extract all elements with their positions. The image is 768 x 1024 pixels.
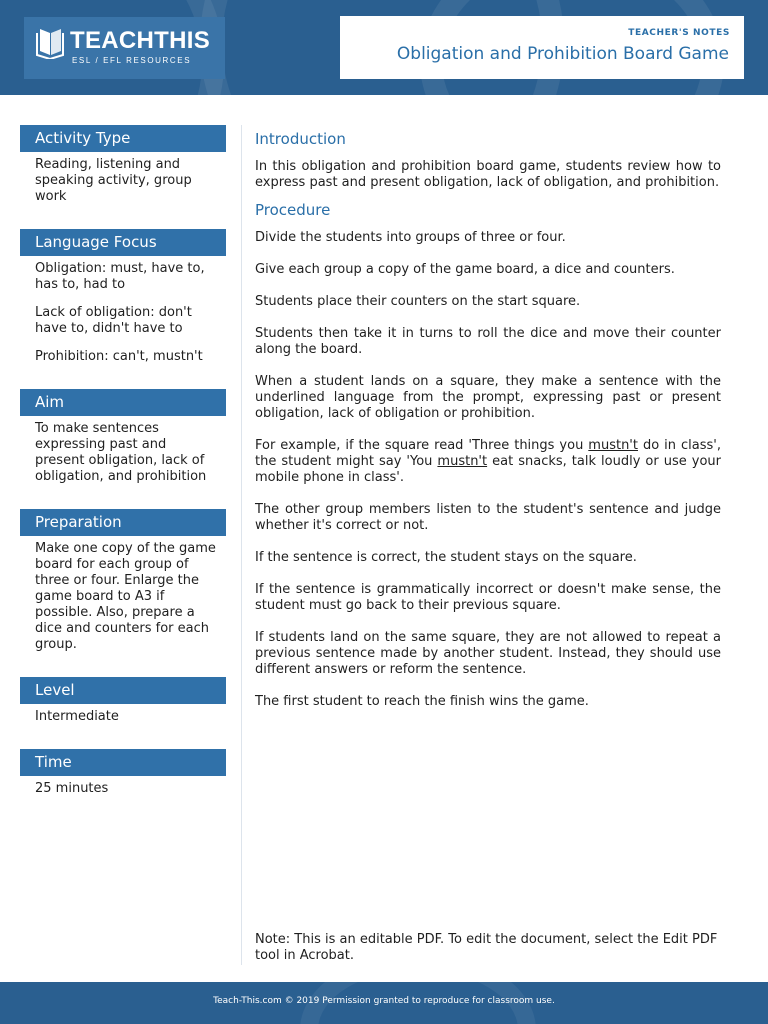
procedure-step: If the sentence is correct, the student stays on the square.	[255, 550, 637, 565]
level-heading: Level	[20, 677, 226, 704]
introduction-heading: Introduction	[255, 130, 346, 148]
language-focus-item: Obligation: must, have to, has to, had to	[35, 261, 205, 292]
preparation-section	[20, 509, 226, 653]
level-section	[20, 677, 226, 725]
activity-type-heading: Activity Type	[20, 125, 226, 152]
underlined-word: mustn't	[437, 454, 488, 469]
activity-type-section	[20, 125, 226, 205]
column-divider	[241, 125, 242, 965]
procedure-step: If the sentence is grammatically incorrect or doesn't make sense, the student must go back to their previous square.	[255, 582, 721, 613]
book-icon	[34, 25, 66, 63]
example-text: eat snacks, talk loudly or use your mobile phone in class'.	[255, 454, 721, 485]
logo-subtitle: ESL / EFL RESOURCES	[72, 56, 192, 65]
preparation-text: Make one copy of the game board for each group of three or four. Enlarge the game board to A3 if possible. Also, prepare a dice and counters for each group.	[35, 541, 216, 652]
page-footer	[0, 982, 768, 1024]
procedure-step: The other group members listen to the student's sentence and judge whether it's correct or not.	[255, 502, 721, 533]
document-title: Obligation and Prohibition Board Game	[396, 44, 729, 64]
language-focus-list	[20, 261, 226, 365]
page-header	[0, 0, 768, 95]
logo[interactable]	[24, 17, 225, 79]
language-focus-heading: Language Focus	[20, 229, 226, 256]
procedure-step: Give each group a copy of the game board, a dice and counters.	[255, 262, 675, 277]
time-text: 25 minutes	[35, 781, 109, 796]
procedure-step: When a student lands on a square, they make a sentence with the underlined language from the prompt, expressing past or present obligation, lack of obligation or prohibition.	[255, 374, 721, 421]
procedure-step: Students then take it in turns to roll the dice and move their counter along the board.	[255, 326, 721, 357]
language-focus-item: Lack of obligation: don't have to, didn't have to	[35, 305, 192, 336]
main-content	[255, 129, 721, 726]
example-text: do in class', the student might say 'You	[255, 438, 721, 469]
procedure-step: Divide the students into groups of three or four.	[255, 230, 566, 245]
procedure-example	[255, 438, 721, 486]
example-text: For example, if the square read 'Three things you	[255, 438, 589, 453]
introduction-text: In this obligation and prohibition board game, students review how to express past and present obligation, lack of obligation, and prohibition.	[255, 159, 721, 190]
time-heading: Time	[20, 749, 226, 776]
editable-pdf-note: Note: This is an editable PDF. To edit the document, select the Edit PDF tool in Acrobat.	[255, 932, 718, 963]
title-box	[340, 16, 744, 79]
preparation-heading: Preparation	[20, 509, 226, 536]
sidebar	[20, 125, 226, 821]
procedure-step: The first student to reach the finish wins the game.	[255, 694, 589, 709]
copyright-text: Teach-This.com © 2019 Permission granted to reproduce for classroom use.	[213, 996, 555, 1006]
aim-text: To make sentences expressing past and present obligation, lack of obligation, and prohibition	[35, 421, 207, 484]
aim-heading: Aim	[20, 389, 226, 416]
language-focus-item: Prohibition: can't, mustn't	[35, 349, 203, 364]
procedure-step: If students land on the same square, they are not allowed to repeat a previous sentence made by another student. Instead, they should use different answers or reform the sentence.	[255, 630, 721, 677]
procedure-heading: Procedure	[255, 201, 331, 219]
language-focus-section	[20, 229, 226, 365]
logo-title: TEACHTHIS	[70, 27, 211, 54]
underlined-word: mustn't	[588, 438, 638, 453]
aim-section	[20, 389, 226, 485]
procedure-step: Students place their counters on the start square.	[255, 294, 581, 309]
level-text: Intermediate	[35, 709, 119, 724]
time-section	[20, 749, 226, 797]
notes-label: TEACHER'S NOTES	[628, 28, 730, 38]
activity-type-text: Reading, listening and speaking activity, group work	[35, 157, 192, 204]
